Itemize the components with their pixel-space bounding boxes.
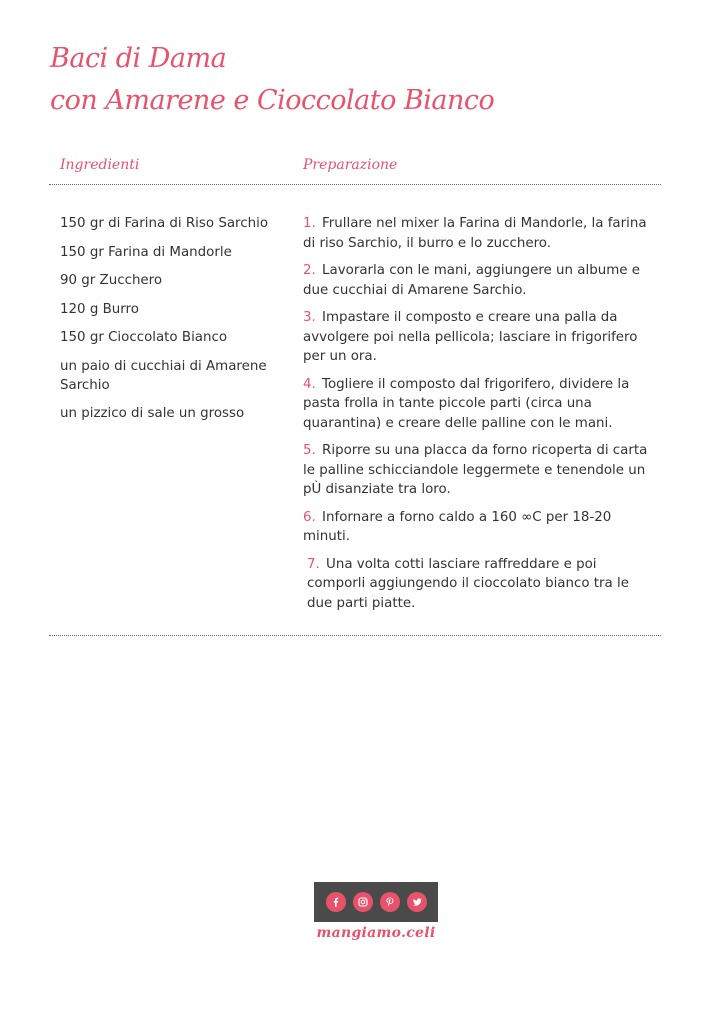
recipe-title-line-2: con Amarene e Cioccolato Bianco [50, 85, 495, 116]
brand-name[interactable]: mangiamo.celi [316, 925, 436, 941]
ingredients-heading: Ingredienti [60, 157, 140, 173]
step-item [303, 308, 653, 367]
step-item [303, 375, 653, 434]
step-text: Una volta cotti lasciare raffreddare e poi comporli aggiungendo il cioccolato bianco tra le due parti piatte. [307, 556, 629, 611]
preparation-steps [303, 214, 653, 621]
step-number: 4. [303, 376, 316, 392]
recipe-title-line-1: Baci di Dama [50, 43, 227, 74]
step-item [303, 261, 653, 300]
step-number: 5. [303, 443, 316, 458]
pinterest-icon [384, 896, 396, 908]
step-number: 7. [307, 556, 320, 572]
recipe-title [50, 38, 494, 122]
preparation-heading: Preparazione [303, 157, 398, 173]
step-item [303, 441, 653, 500]
step-text: Infornare a forno caldo a 160 ∞C per 18-20 minuti. [303, 509, 612, 544]
facebook-icon [330, 896, 342, 908]
ingredient-item: un pizzico di sale un grosso [60, 406, 245, 421]
content-divider [49, 635, 661, 636]
header-divider [49, 184, 661, 185]
social-links-bar [314, 882, 438, 922]
step-text: Lavorarla con le mani, aggiungere un albume e due cucchiai di Amarene Sarchio. [303, 263, 640, 298]
ingredient-item: un paio di cucchiai di Amarene Sarchio [60, 358, 267, 393]
ingredient-item: 150 gr di Farina di Riso Sarchio [60, 216, 269, 231]
twitter-icon [411, 896, 423, 908]
facebook-button[interactable] [326, 892, 346, 912]
step-item [303, 214, 653, 253]
step-text: Riporre su una placca da forno ricoperta di carta le palline schicciandole leggermete e tenendole un pÙ disanziate tra loro. [303, 443, 648, 497]
step-item [303, 555, 653, 614]
step-text: Togliere il composto dal frigorifero, dividere la pasta frolla in tante piccole parti (circa una quarantina) e creare delle palline con le mani. [303, 376, 630, 431]
instagram-icon [357, 896, 369, 908]
ingredient-item: 90 gr Zucchero [60, 273, 163, 288]
step-text: Impastare il composto e creare una palla da avvolgere poi nella pellicola; lasciare in frigorifero per un ora. [303, 310, 638, 364]
instagram-button[interactable] [353, 892, 373, 912]
twitter-button[interactable] [407, 892, 427, 912]
step-item [303, 508, 653, 547]
ingredients-list [60, 214, 275, 433]
step-number: 3. [303, 310, 316, 325]
step-number: 1. [303, 216, 316, 231]
ingredient-item: 120 g Burro [60, 301, 139, 317]
step-text: Frullare nel mixer la Farina di Mandorle, la farina di riso Sarchio, il burro e lo zucchero. [303, 216, 647, 251]
pinterest-button[interactable] [380, 892, 400, 912]
step-number: 2. [303, 263, 316, 278]
step-number: 6. [303, 509, 316, 525]
ingredient-item: 150 gr Cioccolato Bianco [60, 330, 228, 345]
ingredient-item: 150 gr Farina di Mandorle [60, 244, 232, 260]
